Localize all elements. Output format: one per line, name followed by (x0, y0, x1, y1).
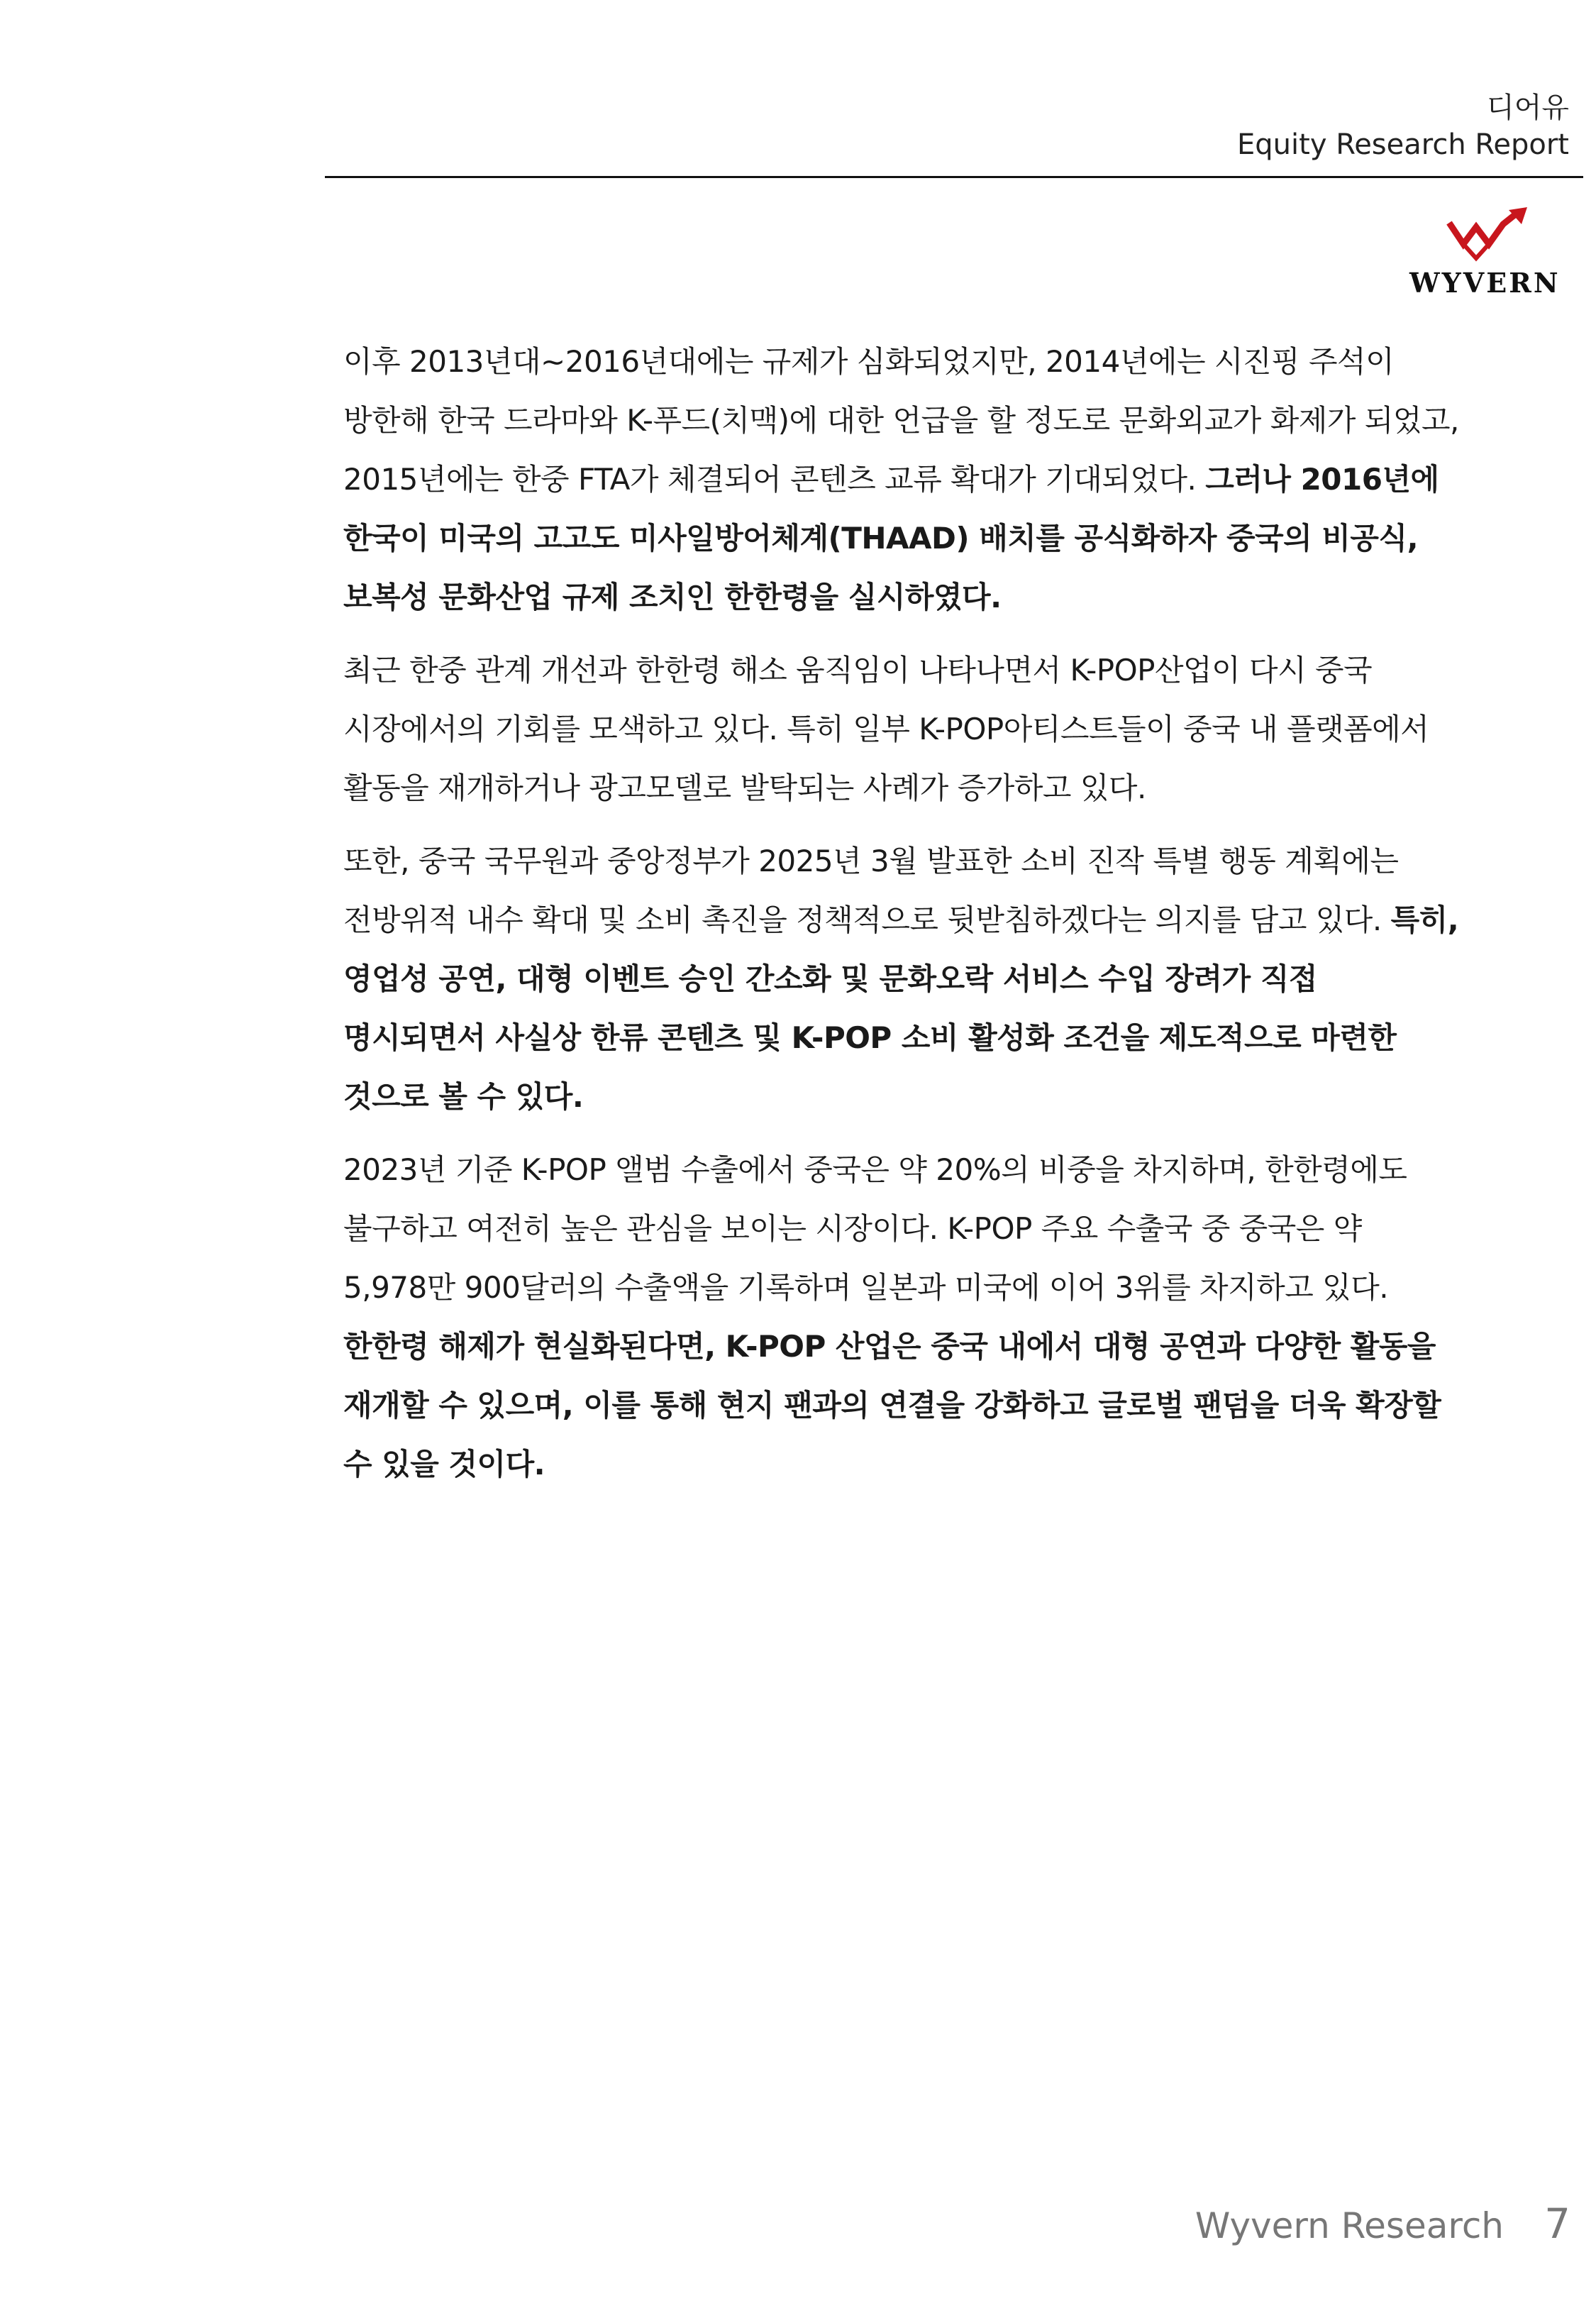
paragraph-text: 2023년 기준 K-POP 앨범 수출에서 중국은 약 20%의 비중을 차지하며, 한한령에도 불구하고 여전히 높은 관심을 보이는 시장이다. K-POP 주요 수출국 중 중국은 약 5,978만 900달러의 수출액을 기록하며 일본과 미국에 이어 3위를 차지하고 있다. (343, 1152, 1407, 1305)
paragraph-policy (343, 832, 1464, 1126)
wyvern-logo-icon (1443, 207, 1536, 264)
page-number: 7 (1544, 2200, 1570, 2248)
paragraph-text: 이후 2013년대~2016년대에는 규제가 심화되었지만, 2014년에는 시진핑 주석이 방한해 한국 드라마와 K-푸드(치맥)에 대한 언급을 할 정도로 문화외교가 화제가 되었고, 2015년에는 한중 FTA가 체결되어 콘텐츠 교류 확대가 기대되었다. (343, 344, 1459, 497)
paragraph-emphasis: 그러나 2016년에 한국이 미국의 고고도 미사일방어체계(THAAD) 배치를 공식화하자 중국의 비공식, 보복성 문화산업 규제 조치인 한한령을 실시하였다. (343, 462, 1439, 614)
header-divider (325, 176, 1583, 178)
paragraph-text: 또한, 중국 국무원과 중앙정부가 2025년 3월 발표한 소비 진작 특별 행동 계획에는 전방위적 내수 확대 및 소비 촉진을 정책적으로 뒷받침하겠다는 의지를 담고 있다. (343, 844, 1399, 937)
footer-label: Wyvern Research (1195, 2205, 1504, 2246)
wyvern-logo-word: WYVERN (1409, 267, 1561, 299)
paragraph-emphasis: 특히, 영업성 공연, 대형 이벤트 승인 간소화 및 문화오락 서비스 수입 장려가 직접 명시되면서 사실상 한류 콘텐츠 및 K-POP 소비 활성화 조건을 제도적으로 마련한 것으로 볼 수 있다. (343, 903, 1459, 1114)
paragraph-relations (343, 641, 1464, 817)
report-body (343, 332, 1464, 1508)
paragraph-export (343, 1140, 1464, 1494)
header-report-type: Equity Research Report (1237, 128, 1569, 161)
header-company-name: 디어유 (1487, 92, 1569, 124)
paragraph-text: 최근 한중 관계 개선과 한한령 해소 움직임이 나타나면서 K-POP산업이 다시 중국 시장에서의 기회를 모색하고 있다. 특히 일부 K-POP아티스트들이 중국 내 플랫폼에서 활동을 재개하거나 광고모델로 발탁되는 사례가 증가하고 있다. (343, 653, 1429, 805)
paragraph-emphasis: 한한령 해제가 현실화된다면, K-POP 산업은 중국 내에서 대형 공연과 다양한 활동을 재개할 수 있으며, 이를 통해 현지 팬과의 연결을 강화하고 글로벌 팬덤을 더욱 확장할 수 있을 것이다. (343, 1329, 1441, 1482)
wyvern-logo (1401, 207, 1564, 299)
paragraph-thaad (343, 332, 1464, 627)
